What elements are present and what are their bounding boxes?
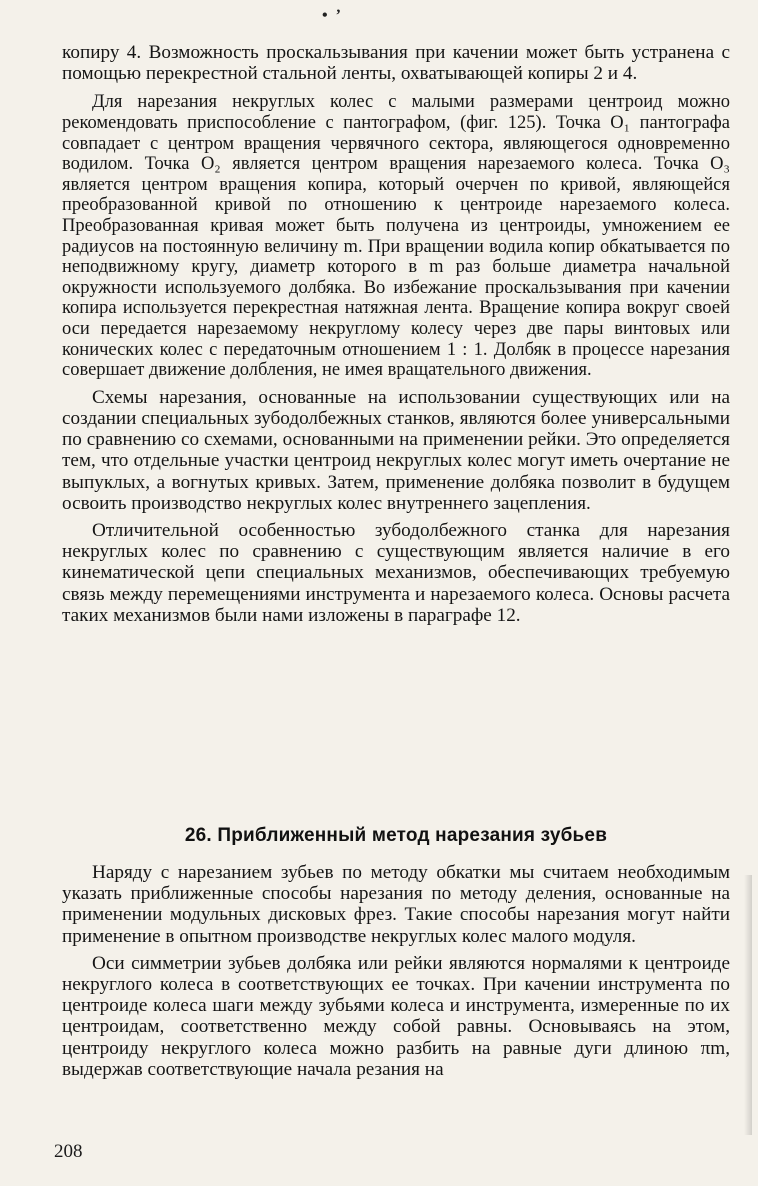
page-number: 208 — [54, 1141, 83, 1162]
section-text — [62, 862, 730, 1080]
paragraph-approximate-methods: Наряду с нарезанием зубьев по методу обкатки мы считаем необходимым указать приближенные способы нарезания по методу деления, основанные на применении модульных дисковых фрез. Такие способы нарезания могут найти применение в опытном производстве некруглых колес малого модуля. — [62, 862, 730, 947]
section-heading: 26. Приближенный метод нарезания зубьев — [184, 825, 608, 846]
upper-text — [62, 42, 730, 626]
scan-edge-shadow — [744, 875, 752, 1135]
paragraph-machine-features: Отличительной особенностью зубодолбежного станка для нарезания некруглых колес по сравнению с существующим является наличие в его кинематической цепи специальных механизмов, обеспечивающих требуемую связь между перемещениями инструмента и нарезаемого колеса. Основы расчета таких механизмов были нами изложены в параграфе 12. — [62, 519, 730, 626]
paragraph-cutting-schemes: Схемы нарезания, основанные на использовании существующих или на создании специальных зубодолбежных станков, являются более универсальными по сравнению со схемами, основанными на применении рейки. Это определяется тем, что отдельные участки центроид некруглых колес могут иметь очертание не выпуклых, а вогнутых кривых. Затем, применение долбяка позволит в будущем освоить производство некруглых колес внутреннего зацепления. — [62, 386, 730, 514]
paragraph-copier-continuation: копиру 4. Возможность проскальзывания при качении может быть устранена с помощью перекрестной стальной ленты, охватывающей копиры 2 и 4. — [62, 42, 730, 85]
paragraph-pantograph-device: Для нарезания некруглых колес с малыми размерами центроид можно рекомендовать приспособление с пантографом, (фиг. 125). Точка O₁ пантографа совпадает с центром вращения червячного сектора, являющегося одновременно водилом. Точка O₂ является центром вращения нарезаемого колеса. Точка O₃ является центром вращения копира, который очерчен по кривой, являющейся преобразованной кривой по отношению к центроиде нарезаемого колеса. Преобразованная кривая может быть получена из центроиды, умножением ее радиусов на постоянную величину m. При вращении водила копир обкатывается по неподвижному кругу, диаметр которого в m раз больше диаметра начальной окружности используемого долбяка. Во избежание проскальзывания при качении копира используется перекрестная натяжная лента. Вращение копира вокруг своей оси передается нарезаемому некруглому колесу через две пары винтовых или конических колес с передаточным отношением 1 : 1. Долбяк в процессе нарезания совершает движение долбления, не имея вращательного движения. — [62, 92, 730, 381]
paragraph-symmetry-axes: Оси симметрии зубьев долбяка или рейки являются нормалями к центроиде некруглого колеса в соответствующих ее точках. При качении инструмента по центроиде колеса шаги между зубьями колеса и инструмента, измеренные по их центроидам, соответственно между собой равны. Основываясь на этом, центроиду некруглого колеса можно разбить на равные дуги длиною πm, выдержав соответствующие начала резания на — [62, 952, 730, 1080]
top-mark: • ’ — [322, 7, 343, 24]
